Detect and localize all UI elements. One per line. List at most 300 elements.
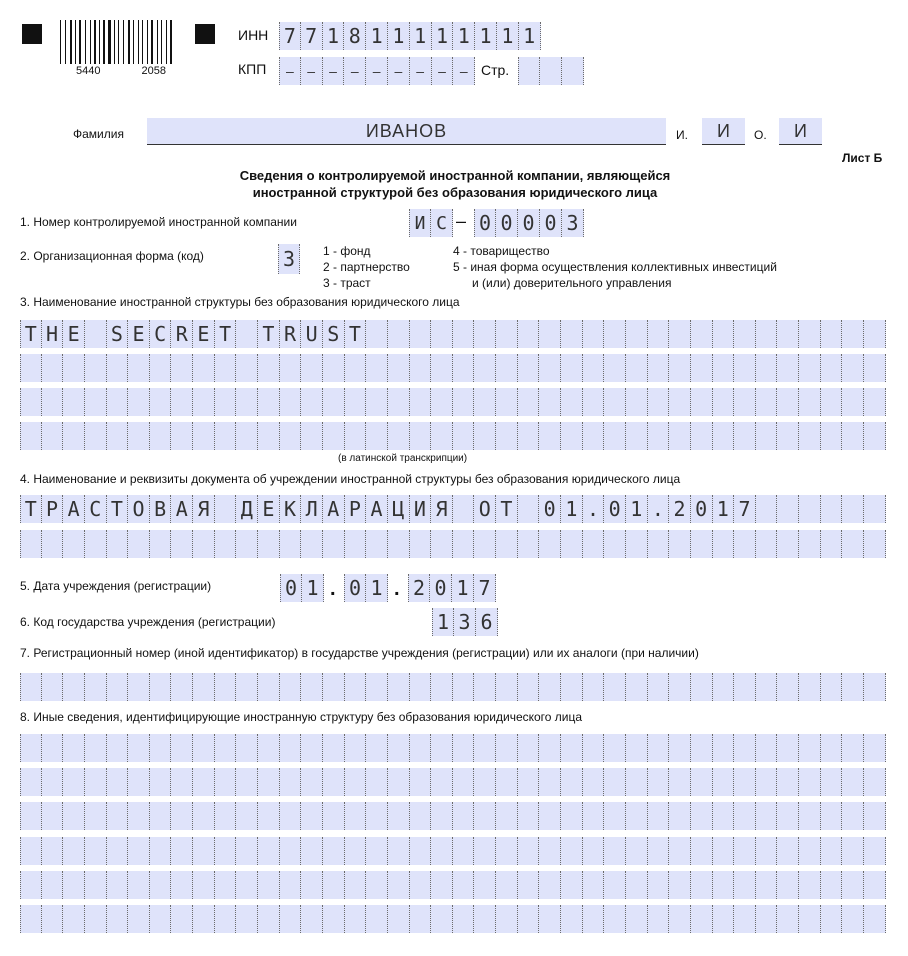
other-info-char-cell: [734, 871, 756, 899]
other-info-char-cell: [777, 837, 799, 865]
document-details-char-cell: [539, 530, 561, 558]
inn-digit-cell: 8: [344, 22, 366, 50]
registration-number-char-cell: [561, 673, 583, 701]
structure-name-char-cell: S: [107, 320, 129, 348]
month-digit-cell: 0: [344, 574, 366, 602]
structure-name-char-cell: [236, 354, 258, 382]
other-info-char-cell: [583, 768, 605, 796]
barcode-bar: [112, 20, 113, 64]
barcode-bar: [135, 20, 136, 64]
structure-name-char-cell: [691, 354, 713, 382]
other-info-char-cell: [20, 768, 42, 796]
structure-name-char-cell: E: [193, 320, 215, 348]
inn-digit-cell: 1: [432, 22, 454, 50]
other-info-char-cell: [410, 905, 432, 933]
other-info-char-cell: [474, 768, 496, 796]
structure-name-char-cell: [85, 354, 107, 382]
other-info-char-cell: [453, 802, 475, 830]
other-info-char-cell: [345, 837, 367, 865]
country-code-field[interactable]: [432, 608, 498, 636]
other-info-char-cell: [345, 905, 367, 933]
document-details-char-cell: В: [150, 495, 172, 523]
structure-name-char-cell: [799, 320, 821, 348]
other-info-line-6[interactable]: [20, 905, 886, 933]
structure-name-char-cell: [496, 422, 518, 450]
other-info-char-cell: [323, 871, 345, 899]
other-info-char-cell: [42, 905, 64, 933]
registration-number-line[interactable]: [20, 673, 886, 701]
other-info-char-cell: [518, 802, 540, 830]
registration-number-char-cell: [496, 673, 518, 701]
other-info-char-cell: [648, 768, 670, 796]
structure-name-char-cell: [777, 388, 799, 416]
structure-name-char-cell: [193, 422, 215, 450]
other-info-char-cell: [280, 768, 302, 796]
other-info-char-cell: [345, 802, 367, 830]
structure-name-char-cell: [777, 354, 799, 382]
org-form-option-3: 3 - траст: [323, 276, 371, 290]
other-info-char-cell: [63, 802, 85, 830]
field3-label: 3. Наименование иностранной структуры без образования юридического лица: [20, 295, 460, 309]
document-details-char-cell: [583, 530, 605, 558]
other-info-char-cell: [713, 905, 735, 933]
structure-name-char-cell: [388, 422, 410, 450]
barcode-bar: [85, 20, 86, 64]
page-digit-cell: [562, 57, 584, 85]
document-details-line-2[interactable]: [20, 530, 886, 558]
field4-label: 4. Наименование и реквизиты документа об учреждении иностранной структуры без образования юридического лица: [20, 472, 681, 486]
document-details-char-cell: [85, 530, 107, 558]
structure-name-char-cell: [539, 320, 561, 348]
registration-number-char-cell: [150, 673, 172, 701]
other-info-char-cell: [669, 768, 691, 796]
structure-name-char-cell: [150, 388, 172, 416]
other-info-char-cell: [410, 871, 432, 899]
structure-name-char-cell: T: [345, 320, 367, 348]
other-info-char-cell: [150, 802, 172, 830]
barcode-bar: [73, 20, 74, 64]
structure-name-char-cell: [648, 354, 670, 382]
structure-name-char-cell: [474, 388, 496, 416]
structure-name-char-cell: [258, 422, 280, 450]
document-details-char-cell: Е: [258, 495, 280, 523]
prefix-letter-cell: С: [431, 209, 453, 237]
document-details-char-cell: Я: [431, 495, 453, 523]
other-info-char-cell: [561, 837, 583, 865]
other-info-char-cell: [388, 802, 410, 830]
structure-name-char-cell: [864, 388, 886, 416]
other-info-char-cell: [756, 734, 778, 762]
structure-name-char-cell: [107, 388, 129, 416]
other-info-char-cell: [734, 802, 756, 830]
org-form-code-field[interactable]: [278, 244, 300, 274]
structure-name-char-cell: [734, 354, 756, 382]
other-info-char-cell: [648, 871, 670, 899]
structure-name-char-cell: [691, 388, 713, 416]
other-info-char-cell: [280, 802, 302, 830]
surname-value: ИВАНОВ: [365, 120, 448, 141]
structure-name-char-cell: [258, 388, 280, 416]
structure-name-char-cell: [539, 354, 561, 382]
field5-label: 5. Дата учреждения (регистрации): [20, 579, 212, 593]
other-info-char-cell: [669, 734, 691, 762]
other-info-char-cell: [128, 802, 150, 830]
document-details-char-cell: Л: [301, 495, 323, 523]
structure-name-line-2[interactable]: [20, 354, 886, 382]
document-details-char-cell: [107, 530, 129, 558]
kpp-field[interactable]: [279, 57, 475, 85]
structure-name-char-cell: [280, 354, 302, 382]
other-info-line-5[interactable]: [20, 871, 886, 899]
inn-label: ИНН: [238, 27, 269, 43]
other-info-char-cell: [734, 905, 756, 933]
barcode-bar: [87, 20, 89, 64]
structure-name-char-cell: [323, 354, 345, 382]
initial-i-label: И.: [676, 128, 688, 142]
other-info-char-cell: [561, 768, 583, 796]
other-info-char-cell: [431, 871, 453, 899]
other-info-char-cell: [518, 837, 540, 865]
document-details-char-cell: [193, 530, 215, 558]
barcode-bar: [90, 20, 91, 64]
other-info-char-cell: [799, 802, 821, 830]
other-info-line-3[interactable]: [20, 802, 886, 830]
other-info-char-cell: [128, 905, 150, 933]
company-number-separator: –: [456, 211, 467, 231]
other-info-char-cell: [669, 837, 691, 865]
initial-i-field[interactable]: [702, 118, 745, 145]
other-info-char-cell: [453, 837, 475, 865]
other-info-char-cell: [301, 871, 323, 899]
other-info-char-cell: [691, 768, 713, 796]
structure-name-char-cell: [604, 422, 626, 450]
other-info-char-cell: [777, 768, 799, 796]
other-info-char-cell: [215, 871, 237, 899]
other-info-char-cell: [734, 837, 756, 865]
other-info-char-cell: [85, 905, 107, 933]
other-info-char-cell: [63, 837, 85, 865]
country-code-digit-cell: 6: [476, 608, 498, 636]
barcode-bar: [93, 20, 94, 64]
registration-number-char-cell: [171, 673, 193, 701]
other-info-line-1[interactable]: [20, 734, 886, 762]
registration-number-char-cell: [63, 673, 85, 701]
other-info-char-cell: [821, 871, 843, 899]
other-info-char-cell: [648, 837, 670, 865]
structure-name-char-cell: [236, 320, 258, 348]
other-info-char-cell: [258, 905, 280, 933]
structure-name-char-cell: [799, 388, 821, 416]
company-number-prefix[interactable]: [409, 209, 453, 237]
other-info-char-cell: [539, 905, 561, 933]
registration-number-char-cell: [799, 673, 821, 701]
registration-number-char-cell: [583, 673, 605, 701]
structure-name-char-cell: [323, 422, 345, 450]
registration-number-char-cell: [734, 673, 756, 701]
other-info-char-cell: [799, 768, 821, 796]
document-details-char-cell: [42, 530, 64, 558]
other-info-char-cell: [107, 871, 129, 899]
other-info-char-cell: [821, 734, 843, 762]
document-details-char-cell: [366, 530, 388, 558]
other-info-char-cell: [193, 871, 215, 899]
barcode-bar: [75, 20, 76, 64]
structure-name-char-cell: [756, 320, 778, 348]
structure-name-char-cell: [691, 422, 713, 450]
registration-number-char-cell: [821, 673, 843, 701]
structure-name-char-cell: [236, 422, 258, 450]
structure-name-char-cell: [496, 320, 518, 348]
structure-name-char-cell: [128, 354, 150, 382]
other-info-char-cell: [150, 871, 172, 899]
document-details-char-cell: 1: [561, 495, 583, 523]
inn-digit-cell: 1: [366, 22, 388, 50]
other-info-char-cell: [20, 871, 42, 899]
surname-field[interactable]: [147, 118, 666, 145]
kpp-digit-cell: –: [432, 57, 454, 85]
other-info-line-4[interactable]: [20, 837, 886, 865]
barcode-bar: [142, 20, 143, 64]
other-info-char-cell: [583, 871, 605, 899]
structure-name-char-cell: [215, 422, 237, 450]
barcode-bar: [173, 20, 175, 64]
establishment-year-field[interactable]: [408, 574, 496, 602]
other-info-char-cell: [410, 802, 432, 830]
sheet-label: Лист Б: [842, 151, 883, 165]
document-details-char-cell: 7: [734, 495, 756, 523]
other-info-char-cell: [604, 837, 626, 865]
kpp-digit-cell: –: [410, 57, 432, 85]
other-info-char-cell: [821, 837, 843, 865]
structure-name-char-cell: [128, 388, 150, 416]
other-info-char-cell: [777, 802, 799, 830]
other-info-char-cell: [518, 734, 540, 762]
other-info-char-cell: [561, 734, 583, 762]
registration-number-char-cell: [323, 673, 345, 701]
surname-label: Фамилия: [73, 127, 124, 141]
structure-name-char-cell: [604, 354, 626, 382]
structure-name-char-cell: [85, 388, 107, 416]
document-details-char-cell: [561, 530, 583, 558]
other-info-char-cell: [604, 802, 626, 830]
page-number-field[interactable]: [518, 57, 584, 85]
year-digit-cell: 2: [408, 574, 430, 602]
org-form-code-cell: 3: [278, 244, 300, 274]
initial-o-field[interactable]: [779, 118, 822, 145]
registration-number-char-cell: [626, 673, 648, 701]
structure-name-char-cell: [734, 422, 756, 450]
document-details-char-cell: 0: [604, 495, 626, 523]
document-details-char-cell: Т: [496, 495, 518, 523]
barcode-bar: [154, 20, 155, 64]
structure-name-char-cell: [193, 388, 215, 416]
document-details-char-cell: [280, 530, 302, 558]
barcode-number-left: 5440: [76, 65, 101, 77]
document-details-char-cell: [63, 530, 85, 558]
other-info-char-cell: [128, 871, 150, 899]
barcode-bar: [149, 20, 150, 64]
other-info-char-cell: [215, 837, 237, 865]
other-info-char-cell: [496, 802, 518, 830]
document-details-char-cell: .: [583, 495, 605, 523]
other-info-char-cell: [85, 768, 107, 796]
other-info-char-cell: [20, 734, 42, 762]
other-info-char-cell: [539, 768, 561, 796]
registration-number-char-cell: [453, 673, 475, 701]
structure-name-line-1[interactable]: [20, 320, 886, 348]
other-info-line-2[interactable]: [20, 768, 886, 796]
structure-name-char-cell: [301, 354, 323, 382]
field2-label: 2. Организационная форма (код): [20, 249, 204, 263]
document-details-char-cell: [799, 530, 821, 558]
structure-name-char-cell: T: [20, 320, 42, 348]
other-info-char-cell: [713, 871, 735, 899]
other-info-char-cell: [539, 734, 561, 762]
number-digit-cell: 0: [496, 209, 518, 237]
structure-name-char-cell: [107, 422, 129, 450]
other-info-char-cell: [431, 837, 453, 865]
other-info-char-cell: [691, 871, 713, 899]
structure-name-char-cell: [150, 354, 172, 382]
other-info-char-cell: [236, 768, 258, 796]
structure-name-char-cell: [453, 320, 475, 348]
number-digit-cell: 0: [518, 209, 540, 237]
other-info-char-cell: [258, 734, 280, 762]
barcode-bar: [166, 20, 167, 64]
structure-name-char-cell: [42, 422, 64, 450]
other-info-char-cell: [107, 734, 129, 762]
structure-name-char-cell: [604, 320, 626, 348]
other-info-char-cell: [215, 905, 237, 933]
structure-name-char-cell: [474, 354, 496, 382]
structure-name-char-cell: [496, 354, 518, 382]
other-info-char-cell: [648, 905, 670, 933]
barcode-bar: [97, 20, 98, 64]
structure-name-line-3[interactable]: [20, 388, 886, 416]
structure-name-line-4[interactable]: [20, 422, 886, 450]
registration-number-char-cell: [193, 673, 215, 701]
structure-name-char-cell: [20, 354, 42, 382]
barcode-bar: [128, 20, 129, 64]
other-info-char-cell: [453, 734, 475, 762]
barcode-bar: [103, 20, 104, 64]
registration-number-char-cell: [518, 673, 540, 701]
barcode-bar: [70, 20, 72, 64]
document-details-char-cell: И: [410, 495, 432, 523]
field7-label: 7. Регистрационный номер (иной идентификатор) в государстве учреждения (регистрации) или их аналоги (при наличии): [20, 646, 699, 660]
other-info-char-cell: [193, 768, 215, 796]
inn-digit-cell: 1: [388, 22, 410, 50]
other-info-char-cell: [323, 837, 345, 865]
other-info-char-cell: [453, 871, 475, 899]
barcode-bar: [139, 20, 140, 64]
structure-name-char-cell: [561, 354, 583, 382]
structure-name-char-cell: [648, 422, 670, 450]
other-info-char-cell: [626, 871, 648, 899]
structure-name-char-cell: [583, 354, 605, 382]
structure-name-char-cell: [842, 320, 864, 348]
kpp-label: КПП: [238, 61, 267, 77]
form-title: [150, 167, 760, 201]
establishment-month-field[interactable]: [344, 574, 388, 602]
day-digit-cell: 0: [280, 574, 302, 602]
other-info-char-cell: [171, 768, 193, 796]
structure-name-char-cell: [388, 354, 410, 382]
other-info-char-cell: [236, 837, 258, 865]
registration-number-char-cell: [388, 673, 410, 701]
structure-name-char-cell: [388, 320, 410, 348]
structure-name-char-cell: [410, 388, 432, 416]
kpp-digit-cell: –: [301, 57, 323, 85]
date-dot-2: .: [394, 578, 400, 600]
structure-name-char-cell: [518, 320, 540, 348]
structure-name-char-cell: [171, 422, 193, 450]
structure-name-char-cell: [756, 422, 778, 450]
document-details-char-cell: [604, 530, 626, 558]
document-details-char-cell: 2: [669, 495, 691, 523]
structure-name-char-cell: [648, 320, 670, 348]
structure-name-char-cell: [799, 422, 821, 450]
marker-square-left: [22, 24, 42, 44]
structure-name-char-cell: [539, 422, 561, 450]
other-info-char-cell: [215, 768, 237, 796]
other-info-char-cell: [366, 768, 388, 796]
other-info-char-cell: [583, 837, 605, 865]
structure-name-char-cell: [410, 320, 432, 348]
document-details-char-cell: [669, 530, 691, 558]
other-info-char-cell: [496, 871, 518, 899]
structure-name-char-cell: [236, 388, 258, 416]
other-info-char-cell: [691, 734, 713, 762]
other-info-char-cell: [842, 768, 864, 796]
other-info-char-cell: [604, 768, 626, 796]
other-info-char-cell: [345, 734, 367, 762]
inn-field[interactable]: [279, 22, 541, 50]
other-info-char-cell: [453, 768, 475, 796]
document-details-char-cell: [20, 530, 42, 558]
document-details-line-1[interactable]: [20, 495, 886, 523]
structure-name-char-cell: [366, 422, 388, 450]
establishment-day-field[interactable]: [280, 574, 324, 602]
structure-name-char-cell: T: [258, 320, 280, 348]
registration-number-char-cell: [42, 673, 64, 701]
field1-label: 1. Номер контролируемой иностранной компании: [20, 215, 297, 229]
structure-name-char-cell: [193, 354, 215, 382]
barcode-bar: [67, 20, 68, 64]
other-info-char-cell: [388, 837, 410, 865]
structure-name-char-cell: [864, 354, 886, 382]
structure-name-char-cell: [474, 422, 496, 450]
initial-o-value: И: [794, 120, 807, 141]
other-info-char-cell: [864, 905, 886, 933]
structure-name-char-cell: [85, 320, 107, 348]
barcode-bar: [124, 20, 126, 64]
barcode-bar: [82, 20, 83, 64]
document-details-char-cell: К: [280, 495, 302, 523]
structure-name-char-cell: [821, 422, 843, 450]
country-code-digit-cell: 3: [454, 608, 476, 636]
structure-name-char-cell: E: [128, 320, 150, 348]
other-info-char-cell: [42, 734, 64, 762]
other-info-char-cell: [713, 837, 735, 865]
other-info-char-cell: [756, 871, 778, 899]
company-number-digits[interactable]: [474, 209, 584, 237]
structure-name-char-cell: [756, 354, 778, 382]
other-info-char-cell: [518, 768, 540, 796]
country-code-digit-cell: 1: [432, 608, 454, 636]
other-info-char-cell: [150, 734, 172, 762]
inn-digit-cell: 1: [323, 22, 345, 50]
